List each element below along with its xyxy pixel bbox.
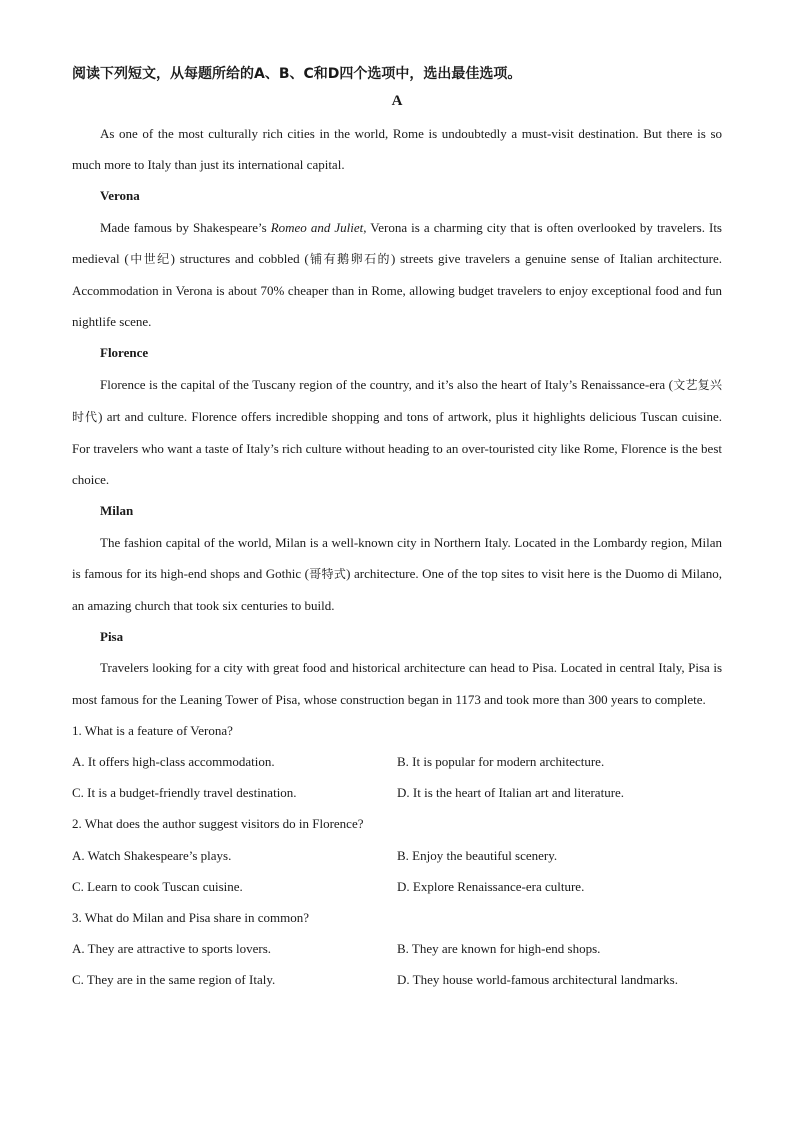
milan-paragraph bbox=[72, 527, 722, 622]
question-3-options bbox=[72, 933, 722, 995]
document-page bbox=[72, 62, 722, 996]
question-3-option-c[interactable]: C. They are in the same region of Italy. bbox=[72, 972, 276, 988]
milan-text-2: ) architecture. One of the top sites to visit here is the Duomo di Milano, an amazing church that took six centuries to build. bbox=[72, 565, 722, 614]
intro-paragraph: As one of the most culturally rich cities in the world, Rome is undoubtedly a must-visit destination. But there is so much more to Italy than just its international capital. bbox=[72, 126, 722, 173]
verona-text-4: ) streets give travelers a genuine sense of Italian architecture. Accommodation in Verona is about 70% cheaper than in Rome, allowing budget travelers to enjoy exceptional food and fun nightlife scene. bbox=[72, 250, 722, 330]
florence-text-1: Florence is the capital of the Tuscany region of the country, and it’s also the heart of Italy’s Renaissance-era ( bbox=[100, 376, 673, 392]
question-3-stem: 3. What do Milan and Pisa share in common? bbox=[72, 910, 309, 926]
florence-gloss-renaissance: 文艺复兴时代 bbox=[72, 377, 722, 424]
question-1-options bbox=[72, 746, 722, 808]
question-1-option-b[interactable]: B. It is popular for modern architecture. bbox=[397, 754, 605, 770]
question-2-option-c[interactable]: C. Learn to cook Tuscan cuisine. bbox=[72, 878, 243, 894]
heading-florence: Florence bbox=[100, 345, 149, 361]
question-2-option-d[interactable]: D. Explore Renaissance-era culture. bbox=[397, 878, 585, 894]
instruction-text: 阅读下列短文，从每题所给的A、B、C和D四个选项中，选出最佳选项。 bbox=[72, 66, 522, 82]
verona-book-title: Romeo and Juliet bbox=[270, 219, 364, 235]
verona-text-2: , Verona is a charming city that is often overlooked by travelers. Its medieval ( bbox=[72, 219, 722, 266]
florence-paragraph bbox=[72, 369, 722, 496]
question-3-option-b[interactable]: B. They are known for high-end shops. bbox=[397, 941, 601, 957]
question-3-option-d[interactable]: D. They house world-famous architectural landmarks. bbox=[397, 972, 678, 988]
verona-gloss-medieval: 中世纪 bbox=[128, 251, 171, 266]
question-1-option-a[interactable]: A. It offers high-class accommodation. bbox=[72, 754, 275, 770]
heading-milan: Milan bbox=[100, 503, 134, 519]
question-3-option-a[interactable]: A. They are attractive to sports lovers. bbox=[72, 941, 272, 957]
question-2-option-b[interactable]: B. Enjoy the beautiful scenery. bbox=[397, 847, 558, 863]
question-1-stem: 1. What is a feature of Verona? bbox=[72, 722, 233, 738]
question-1-option-c[interactable]: C. It is a budget-friendly travel destination. bbox=[72, 785, 297, 801]
verona-paragraph bbox=[72, 212, 722, 338]
florence-text-2: ) art and culture. Florence offers incredible shopping and tons of artwork, plus it highlights delicious Tuscan cuisine. For travelers who want a taste of Italy’s rich culture without heading to an over-touristed city like Rome, Florence is the best choice. bbox=[72, 408, 722, 488]
milan-gloss-gothic: 哥特式 bbox=[308, 566, 347, 581]
verona-text-1: Made famous by Shakespeare’s bbox=[100, 219, 271, 235]
verona-gloss-cobbled: 铺有鹅卵石的 bbox=[308, 251, 392, 266]
question-2-options bbox=[72, 840, 722, 902]
pisa-paragraph: Travelers looking for a city with great food and historical architecture can head to Pisa. Located in central Italy, Pisa is most famous for the Leaning Tower of Pisa, whose construction began in 1173 and took more than 300 years to complete. bbox=[72, 660, 722, 707]
section-letter: A bbox=[391, 93, 403, 109]
question-2-option-a[interactable]: A. Watch Shakespeare’s plays. bbox=[72, 847, 232, 863]
question-2-stem: 2. What does the author suggest visitors do in Florence? bbox=[72, 816, 364, 832]
milan-text-1: The fashion capital of the world, Milan is a well-known city in Northern Italy. Located in the Lombardy region, Milan is famous for its high-end shops and Gothic ( bbox=[72, 534, 722, 581]
verona-text-3: ) structures and cobbled ( bbox=[170, 250, 309, 266]
heading-pisa: Pisa bbox=[100, 629, 124, 645]
question-1-option-d[interactable]: D. It is the heart of Italian art and literature. bbox=[397, 785, 625, 801]
heading-verona: Verona bbox=[100, 188, 140, 204]
